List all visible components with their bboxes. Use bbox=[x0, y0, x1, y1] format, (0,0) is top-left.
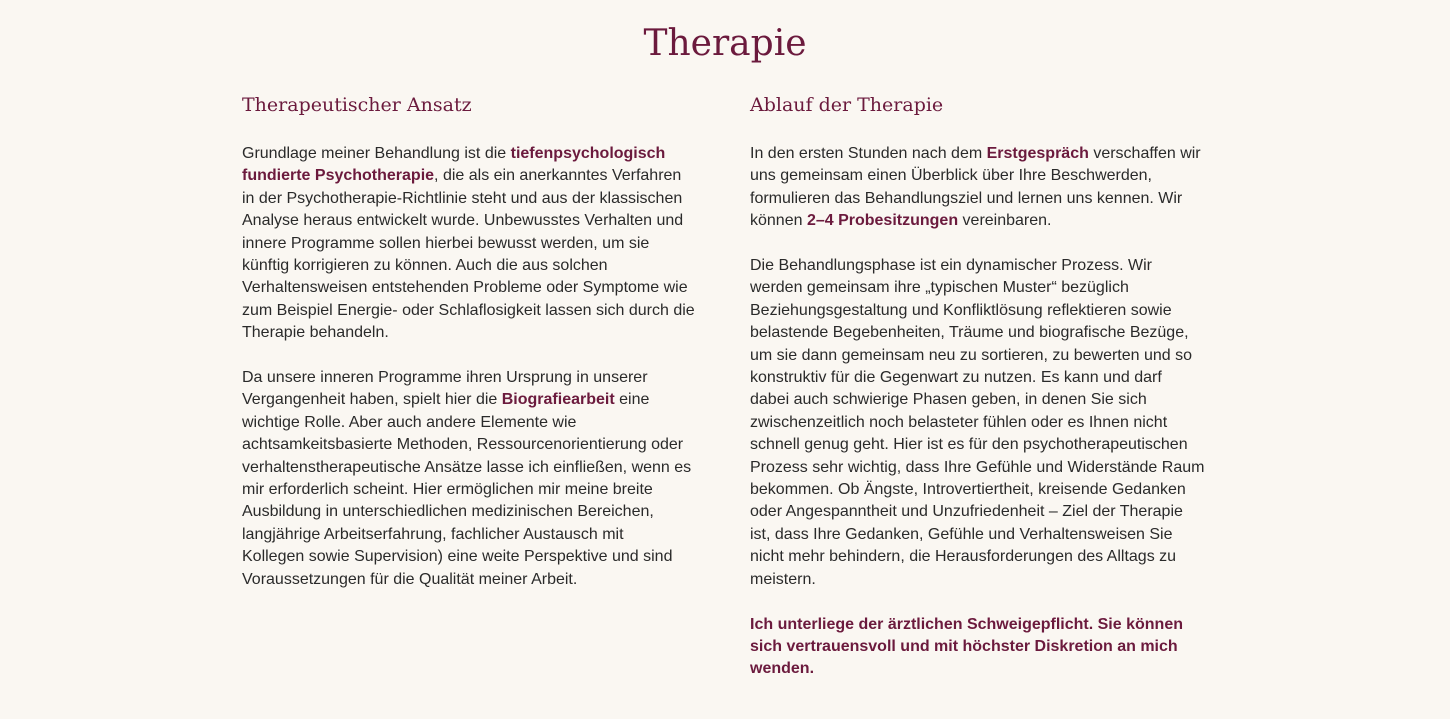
text-line: um sie dann gemeinsam neu zu sortieren, zu bewerten und so bbox=[750, 346, 1193, 364]
text-line: Ausbildung in unterschiedlichen medizinischen Bereichen, bbox=[242, 503, 654, 521]
text-line: werden gemeinsam ihre „typischen Muster“ bezüglich bbox=[750, 279, 1129, 297]
section-heading-therapy-process: Ablauf der Therapie bbox=[750, 94, 944, 116]
text-line: Ich unterliege der ärztlichen Schweigepflicht. Sie können bbox=[750, 615, 1183, 633]
text-line: künftig korrigieren zu können. Auch die aus solchen bbox=[242, 257, 608, 275]
text-line: vereinbaren. bbox=[958, 212, 1052, 230]
text-line: wichtige Rolle. Aber auch andere Elemente wie bbox=[242, 413, 577, 431]
text-line: Kollegen sowie Supervision) eine weite Perspektive und sind bbox=[242, 548, 673, 566]
text-line: oder Angespanntheit und Unzufriedenheit – Ziel der Therapie bbox=[750, 503, 1183, 521]
text-line: wenden. bbox=[750, 660, 815, 678]
text-line: Die Behandlungsphase ist ein dynamischer Prozess. Wir bbox=[750, 257, 1152, 275]
confidentiality-note bbox=[750, 614, 1228, 681]
text-line: Beziehungsgestaltung und Konfliktlösung reflektieren sowie bbox=[750, 301, 1172, 319]
text-line: sich vertrauensvoll und mit höchster Diskretion an mich bbox=[750, 637, 1178, 655]
highlight-term: 2–4 Probesitzungen bbox=[806, 212, 959, 230]
highlight-term: Erstgespräch bbox=[986, 145, 1089, 162]
text-line: in der Psychotherapie-Richtlinie steht und aus der klassischen bbox=[242, 189, 683, 207]
text-line: zum Beispiel Energie- oder Schlaflosigkeit lassen sich durch die bbox=[242, 301, 695, 319]
text-line: meistern. bbox=[750, 570, 816, 588]
text-line: innere Programme sollen hierbei bewusst werden, um sie bbox=[242, 234, 650, 252]
highlight-term: Biografiearbeit bbox=[501, 391, 615, 409]
text-line: uns gemeinsam einen Überblick über Ihre Beschwerden, bbox=[750, 167, 1152, 185]
approach-paragraph-1 bbox=[242, 143, 720, 345]
text-line: schnell genug geht. Hier ist es für den psychotherapeutischen bbox=[750, 436, 1188, 454]
text-line: bekommen. Ob Ängste, Introvertiertheit, kreisende Gedanken bbox=[750, 481, 1186, 499]
text-line: mir erforderlich scheint. Hier ermöglichen mir meine breite bbox=[242, 481, 653, 499]
text-line: Da unsere inneren Programme ihren Ursprung in unserer bbox=[242, 369, 648, 387]
text-line: konstruktiv für die Gegenwart zu nutzen. Es kann und darf bbox=[750, 369, 1162, 387]
text-line: dabei auch schwierige Phasen geben, in denen Sie sich bbox=[750, 391, 1147, 409]
text-line: zwischenzeitlich noch belasteter fühlen oder es Ihnen nicht bbox=[750, 413, 1168, 431]
text-line: Analyse heraus entwickelt wurde. Unbewusstes Verhalten und bbox=[242, 212, 684, 230]
text-line: langjährige Arbeitserfahrung, fachlicher Austausch mit bbox=[242, 525, 624, 543]
process-paragraph-1 bbox=[750, 143, 1228, 233]
process-paragraph-2 bbox=[750, 255, 1228, 591]
text-line: belastende Begebenheiten, Träume und biografische Bezüge, bbox=[750, 324, 1189, 342]
highlight-term: fundierte Psychotherapie bbox=[242, 167, 435, 185]
highlight-term: tiefenpsychologisch bbox=[510, 145, 666, 162]
text-line: Verhaltensweisen entstehenden Probleme oder Symptome wie bbox=[242, 279, 688, 297]
text-line: eine bbox=[614, 391, 650, 409]
text-line: Vergangenheit haben, spielt hier die bbox=[242, 391, 502, 409]
text-line: verhaltenstherapeutische Ansätze lasse ich einfließen, wenn es bbox=[242, 458, 692, 476]
text-line: achtsamkeitsbasierte Methoden, Ressourcenorientierung oder bbox=[242, 436, 684, 454]
text-line: Grundlage meiner Behandlung ist die bbox=[242, 145, 511, 162]
text-line: Prozess sehr wichtig, dass Ihre Gefühle und Widerstände Raum bbox=[750, 458, 1205, 476]
text-line: können bbox=[750, 212, 807, 230]
section-heading-therapeutic-approach: Therapeutischer Ansatz bbox=[242, 94, 472, 116]
page-title: Therapie bbox=[643, 23, 807, 64]
text-line: , die als ein anerkanntes Verfahren bbox=[434, 167, 682, 185]
therapeutic-approach-section bbox=[242, 90, 720, 591]
text-line: Therapie behandeln. bbox=[242, 324, 389, 342]
approach-paragraph-2 bbox=[242, 367, 720, 591]
text-line: nicht mehr behindern, die Herausforderungen des Alltags zu bbox=[750, 548, 1177, 566]
text-line: verschaffen wir bbox=[1088, 145, 1201, 162]
text-line: In den ersten Stunden nach dem bbox=[750, 145, 987, 162]
text-line: Voraussetzungen für die Qualität meiner Arbeit. bbox=[242, 570, 578, 588]
text-line: formulieren das Behandlungsziel und lernen uns kennen. Wir bbox=[750, 189, 1183, 207]
text-line: ist, dass Ihre Gedanken, Gefühle und Verhaltensweisen Sie bbox=[750, 525, 1173, 543]
therapy-process-section bbox=[750, 90, 1228, 681]
